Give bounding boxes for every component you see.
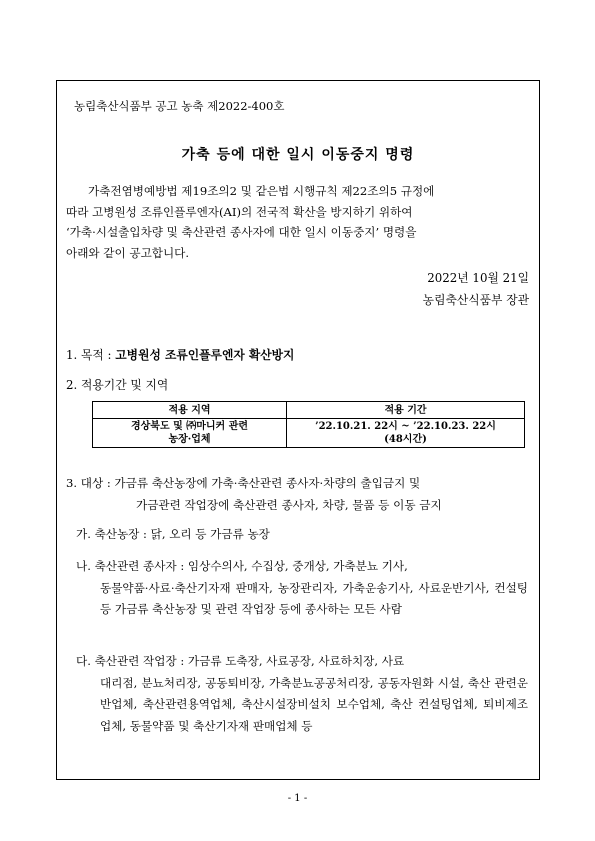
cell-period-line: (48시간) — [384, 434, 427, 445]
period-table-header-row — [93, 402, 525, 419]
item-ga-text: 가. 축산농장 : 닭, 오리 등 가금류 농장 — [76, 527, 270, 541]
intro-line: ‘가축·시설출입차량 및 축산관련 종사자에 대한 일시 이동중지’ 명령을 — [66, 225, 417, 239]
item-da-rest: 대리점, 분뇨처리장, 공동퇴비장, 가축분뇨공공처리장, 공동자원화 시설, 축산 관련운반업체, 축산관련용역업체, 축산시설장비설치 보수업체, 축산 컨설팅업체, 퇴비제조업체, 동물약품 및 축산기자재 판매업체 등 — [100, 675, 528, 733]
item-ga — [76, 524, 528, 546]
section-period-label: 2. 적용기간 및 지역 — [66, 378, 169, 392]
item-da — [76, 651, 528, 737]
item-na-first: 나. 축산관련 종사자 : 임상수의사, 수집상, 중개상, 가축분뇨 기사, — [76, 559, 408, 573]
cell-region-line: 경상북도 및 ㈜마니커 관련 — [130, 421, 249, 432]
section-purpose-value: 고병원성 조류인플루엔자 확산방지 — [115, 348, 295, 362]
header-region: 적용 지역 — [93, 402, 287, 419]
notice-number: 농림축산식품부 공고 농축 제2022-400호 — [74, 99, 285, 113]
section-target-line: 가금관련 작업장에 축산관련 종사자, 차량, 물품 등 이동 금지 — [136, 498, 442, 512]
section-target — [66, 472, 536, 516]
cell-region-line: 농장·업체 — [168, 434, 211, 445]
item-da-first: 다. 축산관련 작업장 : 가금류 도축장, 사료공장, 사료하치장, 사료 — [76, 654, 405, 668]
section-purpose — [66, 346, 294, 363]
notice-date: 2022년 10월 21일 — [427, 271, 529, 285]
page-number: - 1 - — [287, 793, 308, 804]
intro-paragraph — [66, 181, 528, 263]
intro-line: 따라 고병원성 조류인플루엔자(AI)의 전국적 확산을 방지하기 위하여 — [66, 204, 413, 219]
intro-line: 가축전염병예방법 제19조의2 및 같은법 시행규칙 제22조의5 규정에 — [88, 184, 435, 198]
section-target-line: 3. 대상 : 가금류 축산농장에 가축·축산관련 종사자·차량의 출입금지 및 — [66, 476, 421, 490]
item-na — [76, 556, 528, 621]
issuer: 농림축산식품부 장관 — [422, 293, 529, 307]
page-title: 가축 등에 대한 일시 이동중지 명령 — [181, 147, 415, 163]
cell-period-line: ’22.10.21. 22시 ~ ’22.10.23. 22시 — [315, 421, 496, 432]
intro-line: 아래와 같이 공고합니다. — [66, 245, 190, 260]
cell-region — [93, 419, 287, 448]
header-period: 적용 기간 — [287, 402, 525, 419]
item-na-rest: 동물약품·사료·축산기자재 판매자, 농장관리자, 가축운송기사, 사료운반기사, 컨설팅 등 가금류 축산농장 및 관련 작업장 등에 종사하는 모든 사람 — [100, 580, 528, 616]
cell-period — [287, 419, 525, 448]
section-purpose-label: 1. 목적 : — [66, 348, 116, 362]
period-table — [92, 401, 525, 448]
period-table-row — [93, 419, 525, 448]
